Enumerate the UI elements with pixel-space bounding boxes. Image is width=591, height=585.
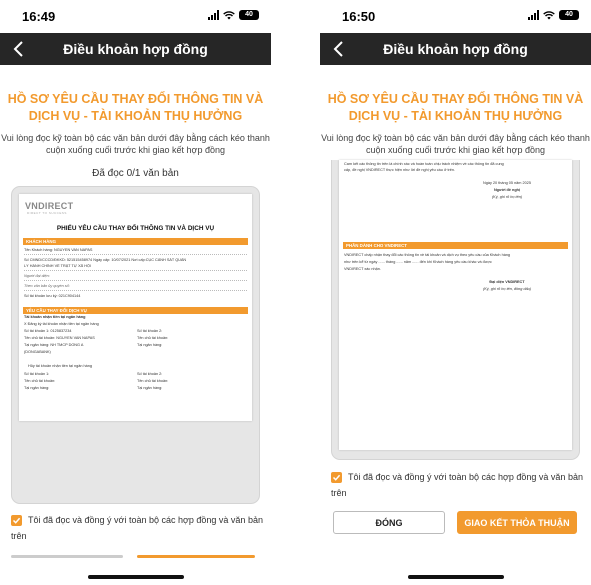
doc-line: cấp, đề nghị VNDIRECT thực hiện như lời đề nghị yêu cầu ở trên. <box>344 168 456 172</box>
cellular-signal-icon <box>528 10 539 20</box>
doc-cell: Tại ngân hàng: <box>137 386 163 390</box>
doc-cell: Tên chủ tài khoản: <box>137 336 169 340</box>
doc-line: Tên Khách hàng: NGUYEN VAN NAPAS <box>24 248 93 252</box>
sign-button-partial[interactable] <box>137 555 255 558</box>
check-icon <box>12 516 21 525</box>
doc-cell: (DONGABANK) <box>24 350 51 354</box>
doc-cell: Số tài khoản 2: <box>137 372 163 376</box>
battery-icon: 40 <box>559 10 579 20</box>
instruction-line-1: Vui lòng đọc kỹ toàn bộ các văn bản dưới đây bằng cách kéo thanh <box>1 133 270 143</box>
document-page <box>19 194 252 421</box>
doc-line: LÝ HÀNH CHÍNH VỀ TRẬT TỰ XÃ HỘI <box>24 264 91 268</box>
agree-checkbox[interactable] <box>11 515 22 526</box>
document-viewer[interactable] <box>11 186 260 504</box>
instruction-line-1: Vui lòng đọc kỹ toàn bộ các văn bản dưới đây bằng cách kéo thanh <box>321 133 590 143</box>
agree-checkbox[interactable] <box>331 472 342 483</box>
divider <box>24 254 247 255</box>
doc-cell: Số tài khoản 1: 0125837234 <box>24 329 72 333</box>
sign-agreement-button[interactable]: GIAO KẾT THỎA THUẬN <box>457 511 577 534</box>
check-icon <box>332 473 341 482</box>
doc-cell: Tên chủ tài khoản: <box>24 379 56 383</box>
form-title: PHIẾU YÊU CẦU THAY ĐỔI THÔNG TIN VÀ DỊCH VỤ <box>56 225 215 232</box>
doc-cell: Tại ngân hàng: <box>24 386 50 390</box>
status-bar <box>0 0 271 33</box>
rep-note: (Ký, ghi rõ họ tên, đóng dấu) <box>482 287 532 291</box>
close-button[interactable]: ĐÓNG <box>333 511 445 534</box>
status-bar <box>320 0 591 33</box>
doc-line: Số CMND/CCCD/ĐKKD: 521515458974 Ngày cấp: 10/07/2021 Nơi cấp:CỤC CẢNH SÁT QUẢN <box>24 258 187 262</box>
agree-text-line-1: Tôi đã đọc và đồng ý với toàn bộ các hợp đồng và văn bản <box>348 472 583 482</box>
vndirect-logo: VNDIRECT <box>25 201 74 211</box>
doc-line: VNDIRECT xác nhận. <box>344 267 381 271</box>
page-title-line-1: HỒ SƠ YÊU CẦU THAY ĐỔI THÔNG TIN VÀ <box>7 92 264 106</box>
header-title: Điều khoản hợp đồng <box>63 41 208 57</box>
app-header <box>0 33 271 65</box>
doc-cell: Tên chủ tài khoản: NGUYEN VAN NAPAS <box>24 336 95 340</box>
document-viewer[interactable] <box>331 160 580 460</box>
header-title: Điều khoản hợp đồng <box>383 41 528 57</box>
document-page <box>339 160 572 450</box>
doc-cell: Tên chủ tài khoản: <box>137 379 169 383</box>
page-title-line-2: DỊCH VỤ - TÀI KHOẢN THỤ HƯỞNG <box>28 109 243 123</box>
doc-line: Hủy tài khoản nhận tiền tại ngân hàng <box>28 364 92 368</box>
wifi-icon <box>223 11 235 20</box>
section-service: YÊU CẦU THAY ĐỔI DỊCH VỤ <box>23 307 248 314</box>
agree-text-line-2: trên <box>331 488 347 498</box>
doc-line: Số tài khoản lưu ký: 021C904144 <box>24 294 81 298</box>
doc-line: Theo văn bản ủy quyền số: <box>24 284 70 288</box>
doc-line: Cam kết các thông tin trên là chính xác và hoàn toàn chịu trách nhiệm về các thông tin đã cung <box>344 162 504 166</box>
status-time: 16:49 <box>22 9 56 24</box>
status-time: 16:50 <box>342 9 376 24</box>
section-customer: KHÁCH HÀNG <box>23 238 248 245</box>
wifi-icon <box>543 11 555 20</box>
rep-label: Đại diện VNDIRECT <box>489 280 525 284</box>
page-title-line-1: HỒ SƠ YÊU CẦU THAY ĐỔI THÔNG TIN VÀ <box>327 92 584 106</box>
instruction-line-2: cuộn xuống cuối trước khi giao kết hợp đồng <box>366 145 545 155</box>
vndirect-logo-tagline: DIRECT TO SUCCESS <box>27 211 67 215</box>
divider <box>24 270 247 271</box>
doc-line: như trên kể từ ngày ...... tháng ...... năm ...... đến khi Khách hàng yêu cầu khác và được <box>344 260 492 264</box>
doc-cell: Tại ngân hàng: <box>137 343 163 347</box>
left-screen <box>0 0 271 585</box>
agree-text-line-2: trên <box>11 531 27 541</box>
page-title-line-2: DỊCH VỤ - TÀI KHOẢN THỤ HƯỞNG <box>348 109 563 123</box>
instruction-line-2: cuộn xuống cuối trước khi giao kết hợp đồng <box>46 145 225 155</box>
doc-line: Người đại diện: <box>24 274 50 278</box>
date-line: Ngày 20 tháng 05 năm 2025 <box>483 181 531 185</box>
doc-cell: Số tài khoản 1: <box>24 372 50 376</box>
agree-text-line-1: Tôi đã đọc và đồng ý với toàn bộ các hợp đồng và văn bản <box>28 515 263 525</box>
signer-label: Người đề nghị <box>493 188 521 192</box>
battery-icon: 40 <box>239 10 259 20</box>
read-counter: Đã đọc 0/1 văn bản <box>92 168 179 179</box>
app-header <box>320 33 591 65</box>
right-screen <box>320 0 591 585</box>
close-button-partial[interactable] <box>11 555 123 558</box>
signer-note: (Ký, ghi rõ họ tên) <box>491 195 523 199</box>
doc-cell: Số tài khoản 2: <box>137 329 163 333</box>
doc-line: VNDIRECT chấp nhận thay đổi các thông tin về tài khoản và dịch vụ theo yêu cầu của Khách hàng <box>344 253 511 257</box>
home-indicator <box>88 575 184 579</box>
divider <box>24 290 247 291</box>
doc-cell: Tại ngân hàng: NH TMCP DONG A <box>24 343 84 347</box>
doc-line: Tài khoản nhận tiền tại ngân hàng <box>24 315 86 319</box>
home-indicator <box>408 575 504 579</box>
doc-line: X Đăng ký tài khoản nhận tiền tại ngân hàng <box>24 322 99 326</box>
divider <box>24 280 247 281</box>
cellular-signal-icon <box>208 10 219 20</box>
section-vndirect: PHẦN DÀNH CHO VNDIRECT <box>343 242 568 249</box>
